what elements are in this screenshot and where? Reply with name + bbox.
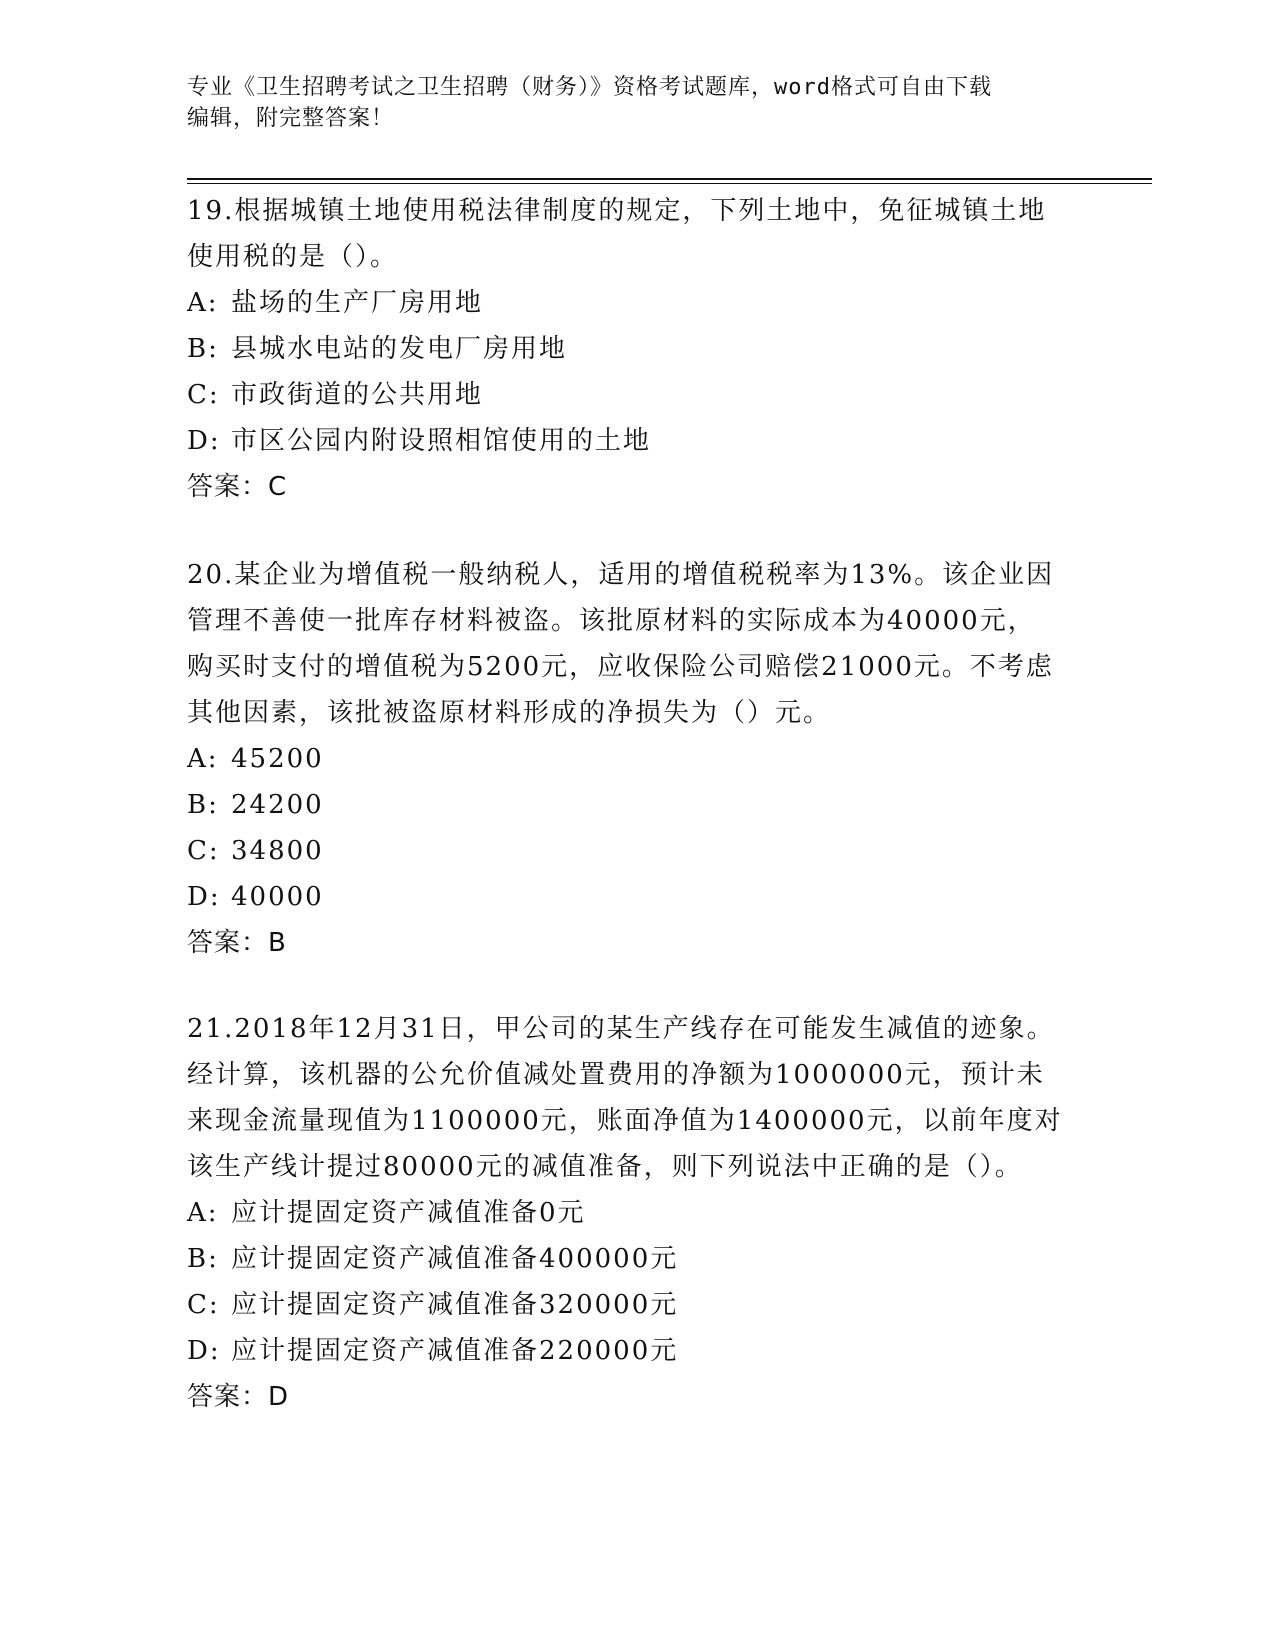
option-letter: C:: [187, 836, 220, 866]
option-b: [187, 326, 1087, 372]
option-text: 应计提固定资产减值准备220000元: [231, 1336, 679, 1366]
option-text: 45200: [231, 744, 324, 774]
question-stem-line: 经计算，该机器的公允价值减处置费用的净额为1000000元，预计未: [187, 1060, 1045, 1090]
option-letter: C:: [187, 1290, 220, 1320]
question-stem-line: 使用税的是（）。: [187, 242, 399, 272]
option-text: 应计提固定资产减值准备400000元: [231, 1244, 679, 1274]
option-text: 市区公园内附设照相馆使用的土地: [231, 426, 652, 456]
option-letter: A:: [187, 288, 219, 318]
question-stem-line: 19.根据城镇土地使用税法律制度的规定，下列土地中，免征城镇土地: [187, 196, 1047, 226]
option-letter: D:: [187, 426, 221, 456]
question-20: [187, 552, 1087, 966]
header-divider-thin: [187, 183, 1152, 184]
question-19: [187, 188, 1087, 510]
option-text: 40000: [231, 882, 324, 912]
option-a: [187, 280, 1087, 326]
option-text: 24200: [231, 790, 324, 820]
option-text: 县城水电站的发电厂房用地: [231, 334, 568, 364]
question-stem-line: 其他因素，该批被盗原材料形成的净损失为（）元。: [187, 698, 832, 728]
option-d: [187, 418, 1087, 464]
option-a: [187, 1190, 1087, 1236]
document-header: [187, 72, 1067, 134]
option-c: [187, 828, 1087, 874]
option-letter: A:: [187, 1198, 219, 1228]
option-letter: B:: [187, 1244, 219, 1274]
option-a: [187, 736, 1087, 782]
option-b: [187, 1236, 1087, 1282]
header-divider-thick: [187, 178, 1152, 180]
header-line-1: 专业《卫生招聘考试之卫生招聘（财务）》资格考试题库，word格式可自由下载: [187, 75, 992, 100]
option-letter: B:: [187, 790, 219, 820]
question-stem-line: 购买时支付的增值税为5200元，应收保险公司赔偿21000元。不考虑: [187, 652, 1054, 682]
option-d: [187, 874, 1087, 920]
question-stem-line: 21.2018年12月31日，甲公司的某生产线存在可能发生减值的迹象。: [187, 1014, 1055, 1044]
option-letter: B:: [187, 334, 219, 364]
option-c: [187, 372, 1087, 418]
question-21: [187, 1006, 1087, 1420]
option-text: 应计提固定资产减值准备320000元: [231, 1290, 679, 1320]
option-d: [187, 1328, 1087, 1374]
question-stem-line: 管理不善使一批库存材料被盗。该批原材料的实际成本为40000元，: [187, 606, 1036, 636]
option-text: 应计提固定资产减值准备0元: [231, 1198, 586, 1228]
answer-line: 答案：D: [187, 1382, 290, 1412]
question-stem-line: 该生产线计提过80000元的减值准备，则下列说法中正确的是（）。: [187, 1152, 1023, 1182]
answer-line: 答案：B: [187, 928, 287, 958]
option-text: 盐场的生产厂房用地: [231, 288, 484, 318]
option-letter: D:: [187, 1336, 221, 1366]
option-text: 34800: [231, 836, 324, 866]
option-letter: A:: [187, 744, 219, 774]
option-letter: D:: [187, 882, 221, 912]
question-stem-line: 来现金流量现值为1100000元，账面净值为1400000元，以前年度对: [187, 1106, 1063, 1136]
option-letter: C:: [187, 380, 220, 410]
answer-line: 答案：C: [187, 472, 288, 502]
header-line-2: 编辑，附完整答案！: [187, 106, 395, 131]
option-c: [187, 1282, 1087, 1328]
question-stem-line: 20.某企业为增值税一般纳税人，适用的增值税税率为13%。该企业因: [187, 560, 1055, 590]
option-b: [187, 782, 1087, 828]
option-text: 市政街道的公共用地: [231, 380, 484, 410]
